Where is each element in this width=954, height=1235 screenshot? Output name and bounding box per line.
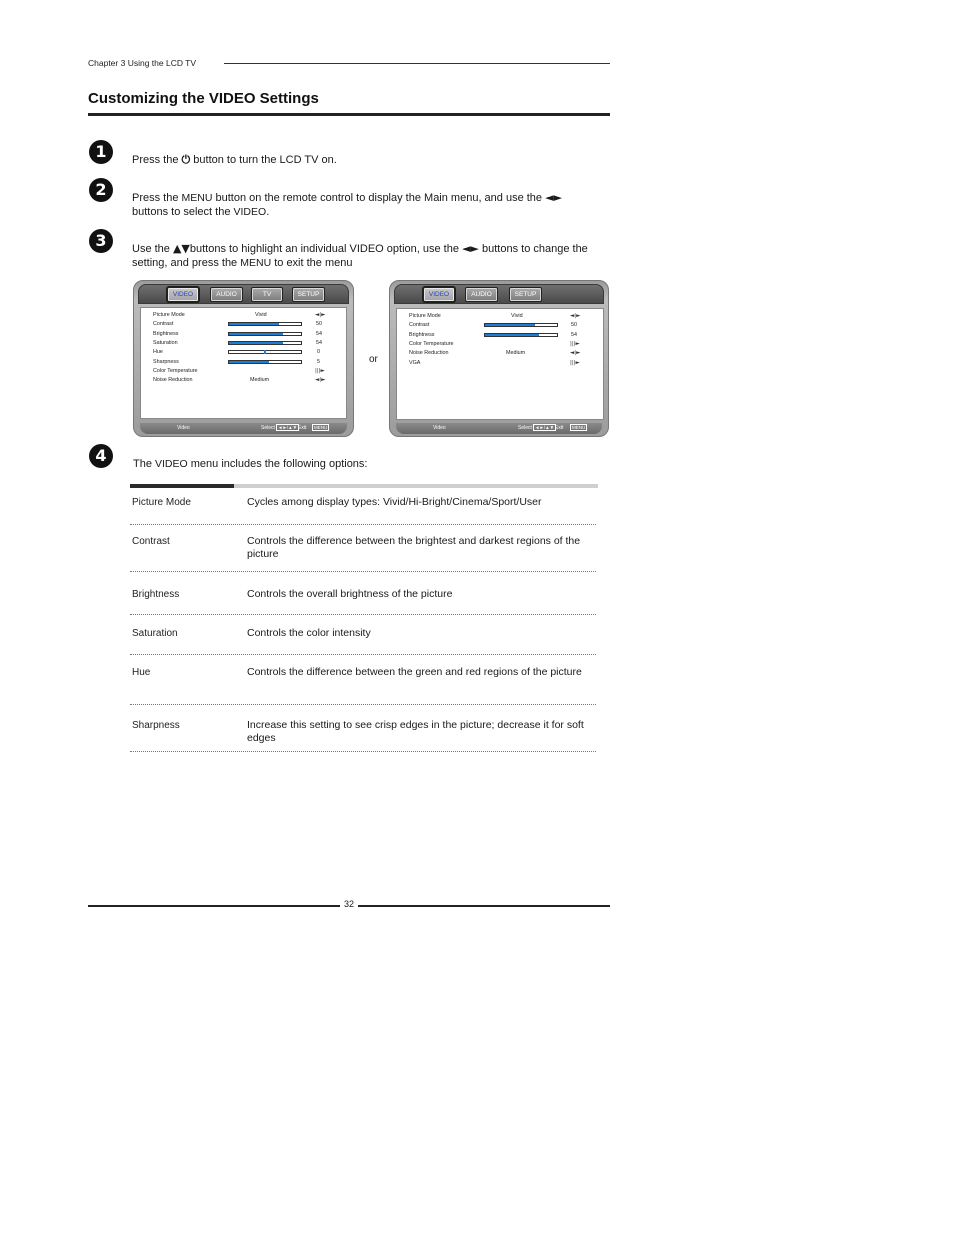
row-value: Vivid (255, 312, 267, 318)
option-description: Cycles among display types: Vivid/Hi-Bright/Cinema/Sport/User (247, 496, 542, 508)
step-2-text (132, 191, 592, 219)
level-bar-fill (485, 324, 535, 326)
adjust-arrows-icon: ◄|► (315, 377, 326, 384)
step-text-part: buttons to change the setting, and press the (132, 243, 588, 269)
menu-row-noise-reduction (141, 376, 346, 385)
option-description: Controls the color intensity (247, 627, 371, 639)
row-value: 54 (571, 331, 577, 338)
level-bar (228, 332, 302, 336)
power-icon: ⏻ (181, 153, 191, 166)
level-bar-fill (229, 342, 283, 344)
row-value: Medium (506, 350, 526, 357)
step-text-part: menu includes the following options: (187, 458, 368, 470)
video-label: VIDEO (233, 206, 267, 218)
submenu-arrow-icon: |||► (570, 359, 580, 366)
video-label: VIDEO (155, 458, 188, 470)
tv-menu-screenshot-left (133, 280, 354, 437)
level-bar (228, 322, 302, 326)
tab-setup: SETUP (292, 287, 325, 302)
row-label: Noise Reduction (409, 350, 449, 357)
option-name: Sharpness (132, 720, 180, 731)
step-text-part: buttons to select the (132, 206, 234, 218)
level-bar-fill (485, 334, 539, 336)
menu-key-icon: MENU (572, 425, 586, 430)
select-keys-icon: ◄►/▲▼ (278, 425, 298, 430)
tab-video: VIDEO (423, 287, 455, 302)
row-label: Saturation (153, 339, 178, 346)
step-text-part: buttons to highlight an individual VIDEO option, use the (189, 243, 463, 255)
row-value: 0 (317, 349, 320, 356)
menu-key-icon: MENU (314, 425, 328, 430)
step-text-part: to exit the menu (271, 257, 353, 269)
row-label: Brightness (153, 330, 179, 337)
step-text-part: button to turn the LCD TV on. (190, 154, 337, 166)
table-row (130, 705, 596, 752)
submenu-arrow-icon: |||► (315, 367, 325, 374)
option-name: Contrast (132, 536, 170, 547)
footer-select-label: Select (261, 425, 275, 431)
row-label: Noise Reduction (153, 377, 193, 384)
row-label: Picture Mode (153, 312, 185, 318)
footer-exit-label: Exit (555, 425, 564, 431)
footer-exit-label: Exit (298, 425, 307, 431)
row-value: 50 (316, 321, 322, 328)
tab-audio: AUDIO (210, 287, 243, 302)
menu-panel (140, 307, 347, 419)
menu-row-hue (141, 348, 346, 357)
step-text-part: button on the remote control to display the Main menu, and use the (212, 192, 546, 204)
adjust-arrows-icon: ◄|► (570, 313, 581, 319)
menu-row-brightness (141, 330, 346, 339)
step-1-number: 1 (89, 140, 113, 164)
option-name: Saturation (132, 628, 178, 639)
footer-menu-name: Video (433, 425, 446, 431)
row-label: Color Temperature (153, 367, 198, 374)
step-text-part: Press the (132, 154, 182, 166)
menu-row-picture-mode (141, 311, 346, 320)
row-value: 50 (571, 322, 577, 329)
row-label: Contrast (153, 321, 174, 328)
tab-setup: SETUP (509, 287, 542, 302)
menu-footer (396, 423, 602, 434)
row-label: Brightness (409, 331, 435, 338)
menu-row-vga (397, 359, 603, 368)
up-down-arrows-icon: ▲▼ (172, 242, 190, 255)
step-text-part: Press the (132, 192, 182, 204)
hue-marker (264, 350, 266, 354)
step-3-number: 3 (89, 229, 113, 253)
row-label: VGA (409, 359, 421, 366)
row-value: 54 (316, 339, 322, 346)
chapter-header: Chapter 3 Using the LCD TV (88, 58, 197, 68)
menu-row-color-temperature (397, 340, 603, 349)
step-text-part: Use the (132, 243, 173, 255)
title-rule (88, 113, 610, 116)
or-label: or (369, 354, 378, 365)
menu-row-contrast (141, 320, 346, 329)
row-value: Medium (250, 377, 270, 384)
footer-menu-name: Video (177, 425, 190, 431)
tab-tv: TV (251, 287, 283, 302)
row-label: Sharpness (153, 358, 179, 365)
level-bar-fill (229, 361, 269, 363)
row-label: Picture Mode (409, 313, 441, 319)
table-row (130, 572, 596, 615)
menu-tab-bar (138, 284, 349, 304)
level-bar (228, 341, 302, 345)
menu-row-brightness (397, 331, 603, 340)
menu-row-saturation (141, 339, 346, 348)
level-bar (228, 350, 302, 354)
option-name: Hue (132, 667, 151, 678)
table-row (130, 525, 596, 572)
option-description: Controls the overall brightness of the picture (247, 588, 453, 600)
menu-row-sharpness (141, 358, 346, 367)
tab-audio: AUDIO (465, 287, 498, 302)
tab-video: VIDEO (167, 287, 199, 302)
option-description: Increase this setting to see crisp edges in the picture; decrease it for soft edges (247, 719, 584, 744)
select-keys-icon: ◄►/▲▼ (535, 425, 555, 430)
step-4-number: 4 (89, 444, 113, 468)
row-label: Contrast (409, 322, 430, 329)
table-row (130, 488, 596, 525)
menu-key-label: MENU (240, 257, 272, 269)
tv-menu-screenshot-right (389, 280, 609, 437)
option-name: Brightness (132, 589, 180, 600)
menu-row-color-temperature (141, 367, 346, 376)
step-1-text (132, 153, 592, 167)
option-description: Controls the difference between the brightest and darkest regions of the picture (247, 535, 581, 560)
menu-row-noise-reduction (397, 349, 603, 358)
adjust-arrows-icon: ◄|► (315, 312, 326, 318)
level-bar (484, 323, 558, 327)
adjust-arrows-icon: ◄|► (570, 350, 581, 357)
left-right-arrows-icon: ◄► (462, 242, 479, 255)
menu-tab-bar (394, 284, 604, 304)
level-bar (484, 333, 558, 337)
submenu-arrow-icon: |||► (570, 340, 580, 347)
level-bar-fill (229, 323, 279, 325)
menu-row-contrast (397, 321, 603, 330)
option-name: Picture Mode (132, 497, 191, 508)
footer-rule (358, 905, 610, 907)
footer-rule (88, 905, 340, 907)
header-rule (224, 63, 610, 64)
menu-footer (140, 423, 347, 434)
step-text-part: The (133, 458, 156, 470)
step-3-text (132, 242, 592, 270)
step-4-text (133, 457, 593, 471)
table-row (130, 615, 596, 655)
page-title: Customizing the VIDEO Settings (88, 90, 319, 107)
page-number: 32 (343, 899, 354, 909)
level-bar (228, 360, 302, 364)
left-right-arrows-icon: ◄► (545, 191, 563, 204)
level-bar-fill (229, 333, 283, 335)
footer-select-label: Select (518, 425, 532, 431)
step-text-part: . (266, 206, 270, 218)
option-description: Controls the difference between the green and red regions of the picture (247, 666, 582, 678)
row-value: Vivid (511, 313, 523, 319)
row-label: Color Temperature (409, 340, 454, 347)
menu-key-label: MENU (181, 192, 213, 204)
table-row (130, 655, 596, 705)
step-2-number: 2 (89, 178, 113, 202)
row-value: 54 (316, 330, 322, 337)
row-label: Hue (153, 349, 163, 356)
menu-row-picture-mode (397, 312, 603, 321)
menu-panel (396, 308, 604, 420)
row-value: 5 (317, 358, 320, 365)
